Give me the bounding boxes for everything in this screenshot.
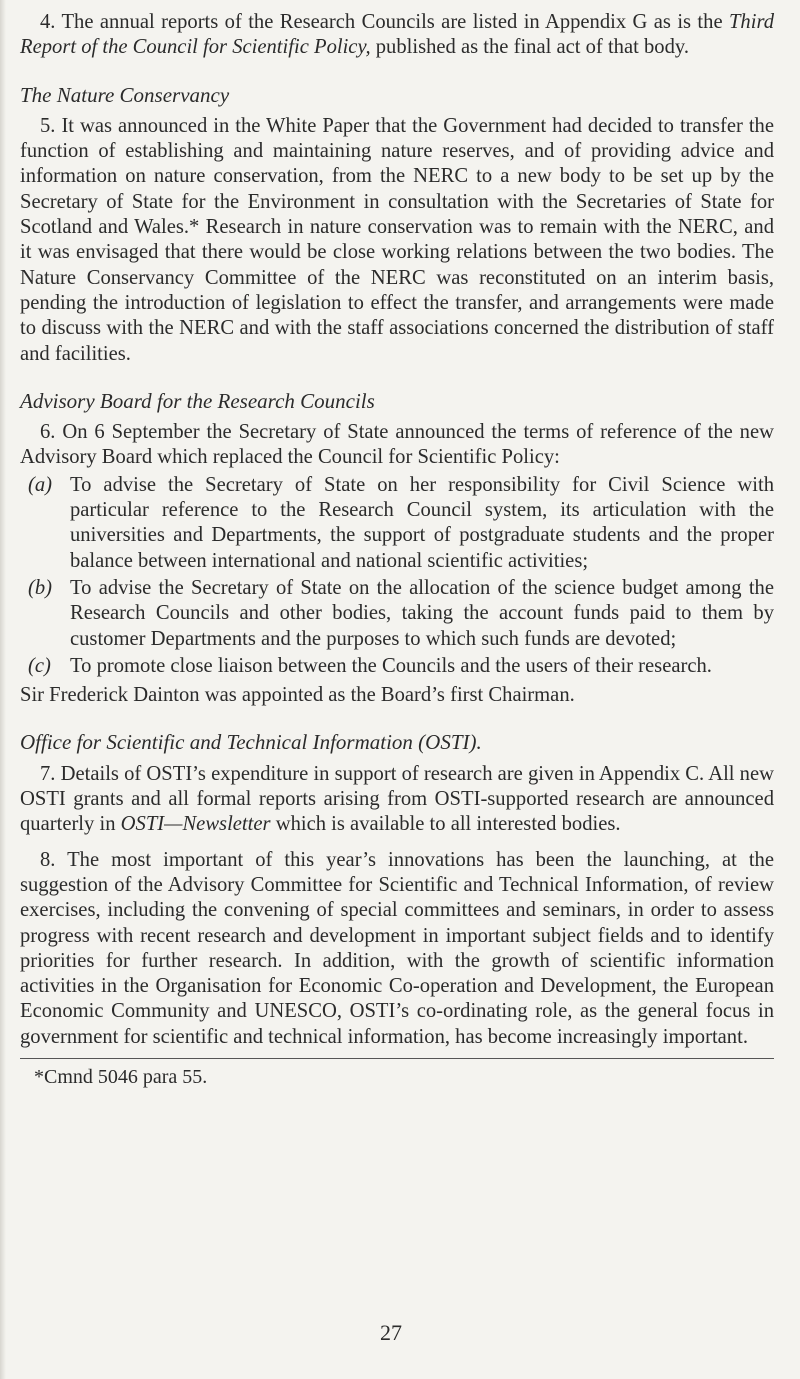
footnote-rule	[20, 1058, 774, 1059]
list-item-label: (a)	[28, 473, 53, 496]
paragraph-8: 8. The most important of this year’s innovations has been the launching, at the suggestion of the Advisory Committee for Scientific and Technical Information, of review exercises, including the convening of special committees and seminars, in order to assess progress with recent research and development in important subject fields and to identify priorities for further research. In addition, with the growth of scientific information activities in the Organisation for Economic Co-operation and Development, the European Economic Community and UNESCO, OSTI’s co-ordinating role, as the general focus in government for scientific and technical information, has become increasingly important.	[20, 848, 774, 1048]
footnote: *Cmnd 5046 para 55.	[34, 1065, 208, 1088]
list-item	[20, 654, 774, 679]
paragraph-6-closing: Sir Frederick Dainton was appointed as the Board’s first Chairman.	[20, 684, 575, 707]
paragraph-7-text: 7. Details of OSTI’s expenditure in support of research are given in Appendix C. All new OSTI grants and all formal reports arising from OSTI-supported research are announced quarterly in	[20, 762, 774, 836]
list-item	[20, 473, 774, 574]
binding-shadow	[0, 0, 6, 1379]
section-heading-nature-conservancy: The Nature Conservancy	[20, 82, 230, 107]
paragraph-4-text-end: published as the final act of that body.	[370, 36, 689, 59]
page-number: 27	[380, 1320, 402, 1345]
list-item-label: (c)	[28, 654, 51, 677]
list-item-text: To advise the Secretary of State on the allocation of the science budget among the Research Councils and other bodies, taking the account funds paid to them by customer Departments and the purposes to which such funds are devoted;	[70, 576, 774, 650]
list-item-text: To advise the Secretary of State on her responsibility for Civil Science with particular reference to the Research Council system, its articulation with the universities and Departments, the support of postgraduate students and the proper balance between international and national scientific activities;	[70, 473, 774, 572]
paragraph-4-text: 4. The annual reports of the Research Councils are listed in Appendix G as is the	[40, 11, 729, 33]
section-heading-advisory-board: Advisory Board for the Research Councils	[20, 388, 375, 413]
list-item	[20, 576, 774, 652]
newsletter-title: OSTI—Newsletter	[120, 813, 271, 836]
list-item-text: To promote close liaison between the Councils and the users of their research.	[70, 654, 712, 677]
paragraph-4	[20, 10, 774, 61]
paragraph-6: 6. On 6 September the Secretary of State announced the terms of reference of the new Advisory Board which replaced the Council for Scientific Policy:	[20, 421, 774, 469]
body-text	[20, 10, 774, 1090]
paragraph-5: 5. It was announced in the White Paper that the Government had decided to transfer the function of establishing and maintaining nature reserves, and of providing advice and information on nature conservation, from the NERC to a new body to be set up by the Secretary of State for the Environment in consultation with the Secretaries of State for Scotland and Wales.* Research in nature conservation was to remain with the NERC, and it was envisaged that there would be close working relations between the two bodies. The Nature Conservancy Committee of the NERC was reconstituted on an interim basis, pending the introduction of legislation to effect the transfer, and arrangements were made to discuss with the NERC and with the staff associations concerned the distribution of staff and facilities.	[20, 114, 774, 365]
section-heading-osti: Office for Scientific and Technical Information (OSTI).	[20, 730, 482, 755]
list-item-label: (b)	[28, 576, 53, 599]
paragraph-7	[20, 762, 774, 838]
report-title: Third Report of the Council for Scientific Policy,	[20, 11, 774, 59]
paragraph-7-text-end: which is available to all interested bodies.	[270, 813, 621, 836]
